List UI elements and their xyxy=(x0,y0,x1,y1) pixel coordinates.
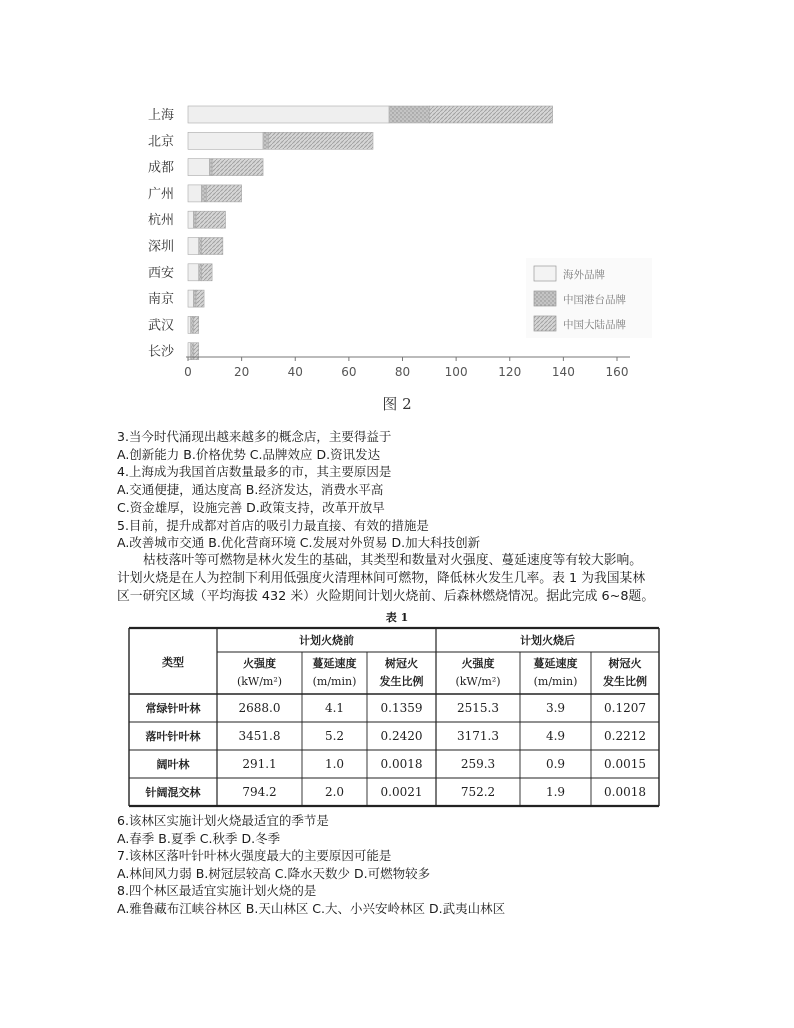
legend-label: 海外品牌 xyxy=(563,269,605,281)
table-type-header: 类型 xyxy=(162,656,184,669)
x-tick-label: 140 xyxy=(551,365,575,379)
table-cell: 0.0018 xyxy=(604,785,646,799)
col-header: 发生比例 xyxy=(379,675,424,688)
col-header: 蔓延速度 xyxy=(312,657,357,670)
legend-label: 中国大陆品牌 xyxy=(563,319,626,331)
passage-line: 计划火烧是在人为控制下利用低强度火清理林间可燃物，降低林火发生几率。表 1 为我国某林 xyxy=(117,571,646,587)
passage-line: 区一研究区域（平均海拔 432 米）火险期间计划火烧前、后森林燃烧情况。据此完成 6~8题。 xyxy=(117,589,655,605)
x-tick-label: 160 xyxy=(605,365,629,379)
question-line: C.资金雄厚，设施完善 D.政策支持，改革开放早 xyxy=(117,499,385,515)
table-cell: 2688.0 xyxy=(238,701,281,715)
table-cell: 1.0 xyxy=(324,757,345,771)
table-cell: 0.2212 xyxy=(604,729,646,743)
question-line: A.春季 B.夏季 C.秋季 D.冬季 xyxy=(117,830,281,846)
category-label: 杭州 xyxy=(148,213,175,229)
table-cell: 0.2420 xyxy=(380,729,423,743)
category-label: 深圳 xyxy=(148,239,175,255)
col-header: 树冠火 xyxy=(608,657,642,670)
question-line: 5.目前，提升成都对首店的吸引力最直接、有效的措施是 xyxy=(117,517,429,533)
table-cell: 3451.8 xyxy=(238,729,281,743)
passage-line: 枯枝落叶等可燃物是林火发生的基础，其类型和数量对火强度、蔓延速度等有较大影响。 xyxy=(143,553,643,568)
table-cell: 4.9 xyxy=(545,729,566,743)
question-line: A.雅鲁藏布江峡谷林区 B.天山林区 C.大、小兴安岭林区 D.武夷山林区 xyxy=(117,901,506,916)
table-row-type: 针阔混交林 xyxy=(145,786,201,799)
table-cell: 0.9 xyxy=(545,757,566,771)
table-group-header: 计划火烧后 xyxy=(520,634,575,647)
col-header-unit: (m/min) xyxy=(533,675,578,688)
table-cell: 4.1 xyxy=(324,701,345,715)
question-line: A.交通便捷，通达度高 B.经济发达，消费水平高 xyxy=(117,482,384,498)
table-row-type: 阔叶林 xyxy=(156,758,190,771)
col-header-unit: (kW/m²) xyxy=(236,675,283,688)
col-header: 火强度 xyxy=(461,657,495,670)
question-line: A.创新能力 B.价格优势 C.品牌效应 D.资讯发达 xyxy=(117,446,381,462)
table-cell: 0.0021 xyxy=(380,785,423,799)
category-label: 广州 xyxy=(148,186,175,202)
category-label: 上海 xyxy=(148,108,175,123)
x-tick-label: 20 xyxy=(233,365,250,379)
category-label: 成都 xyxy=(148,160,175,176)
x-tick-label: 100 xyxy=(444,365,468,379)
question-line: 6.该林区实施计划火烧最适宜的季节是 xyxy=(117,813,329,828)
table-caption: 表 1 xyxy=(385,611,409,624)
category-label: 武汉 xyxy=(148,318,175,334)
x-tick-label: 0 xyxy=(184,365,192,379)
table-cell: 0.0015 xyxy=(604,757,646,771)
category-label: 北京 xyxy=(148,134,175,150)
table-cell: 794.2 xyxy=(242,785,277,799)
table-cell: 1.9 xyxy=(545,785,566,799)
table-cell: 5.2 xyxy=(324,729,345,743)
category-label: 南京 xyxy=(148,292,175,308)
table-cell: 0.1359 xyxy=(380,701,423,715)
table-cell: 0.0018 xyxy=(380,757,423,771)
table-cell: 2515.3 xyxy=(457,701,499,715)
col-header: 树冠火 xyxy=(385,657,418,670)
table-cell: 752.2 xyxy=(460,785,496,799)
x-tick-label: 80 xyxy=(394,365,411,379)
x-tick-label: 120 xyxy=(498,365,522,379)
table-cell: 259.3 xyxy=(460,757,496,771)
question-line: 4.上海成为我国首店数量最多的市，其主要原因是 xyxy=(117,464,392,480)
col-header: 蔓延速度 xyxy=(533,657,578,670)
col-header: 火强度 xyxy=(243,657,276,670)
table-group-header: 计划火烧前 xyxy=(299,634,354,647)
table-cell: 3.9 xyxy=(545,701,566,715)
table-row-type: 常绿针叶林 xyxy=(145,702,201,715)
table-cell: 2.0 xyxy=(324,785,345,799)
col-header-unit: (m/min) xyxy=(312,675,357,688)
figure-caption: 图 2 xyxy=(382,395,412,413)
table-cell: 0.1207 xyxy=(604,701,646,715)
question-line: 7.该林区落叶针叶林火强度最大的主要原因可能是 xyxy=(117,848,392,864)
table-cell: 291.1 xyxy=(242,757,277,771)
col-header-unit: (kW/m²) xyxy=(455,675,501,688)
question-line: A.林间风力弱 B.树冠层较高 C.降水天数少 D.可燃物较多 xyxy=(117,865,431,881)
question-line: 3.当今时代涌现出越来越多的概念店，主要得益于 xyxy=(117,429,392,444)
x-tick-label: 60 xyxy=(341,365,357,379)
category-label: 长沙 xyxy=(148,344,175,360)
legend-label: 中国港台品牌 xyxy=(563,294,626,306)
category-label: 西安 xyxy=(148,265,175,281)
table-row-type: 落叶针叶林 xyxy=(145,730,201,743)
question-line: A.改善城市交通 B.优化营商环境 C.发展对外贸易 D.加大科技创新 xyxy=(117,535,481,551)
table-cell: 3171.3 xyxy=(457,729,499,743)
x-tick-label: 40 xyxy=(287,365,303,379)
col-header: 发生比例 xyxy=(603,675,647,688)
question-line: 8.四个林区最适宜实施计划火烧的是 xyxy=(117,883,317,899)
